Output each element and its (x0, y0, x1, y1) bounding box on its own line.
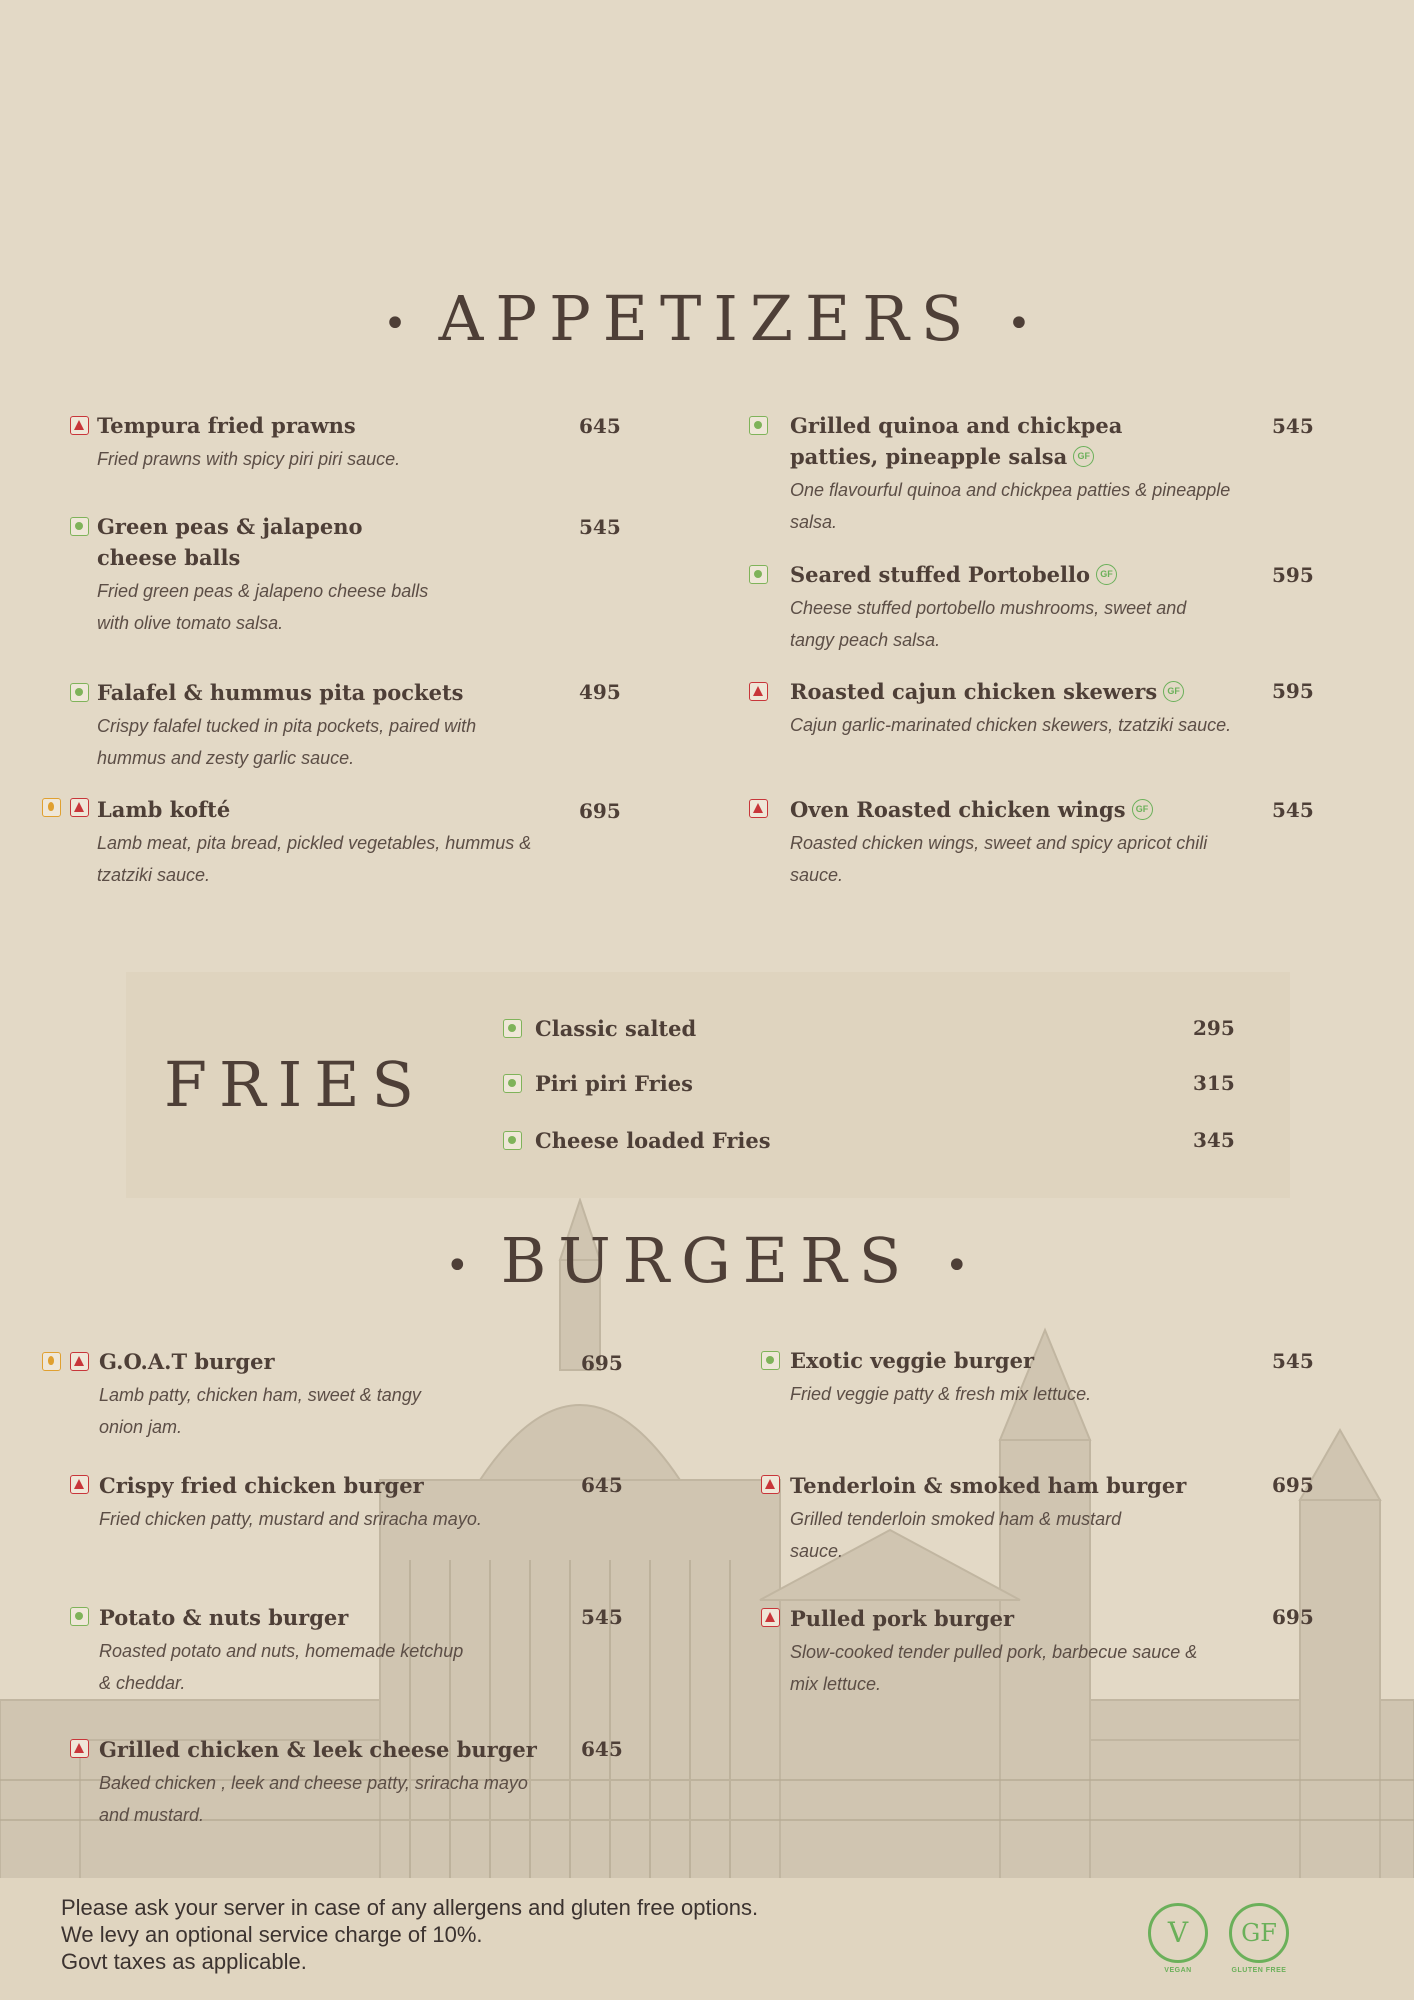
fries-title: FRIES (164, 1048, 426, 1121)
gluten-free-icon: GF (1132, 799, 1153, 820)
veg-icon (70, 683, 89, 702)
gluten-free-label: GLUTEN FREE (1231, 1967, 1287, 1974)
veg-icon (503, 1074, 522, 1093)
non-veg-icon (749, 682, 768, 701)
item-name: Tempura fried prawns (97, 413, 356, 438)
menu-item (790, 559, 1230, 656)
menu-item (99, 1470, 519, 1535)
item-description: Grilled tenderloin smoked ham & mustard sauce. (790, 1509, 1122, 1561)
item-name: Crispy fried chicken burger (99, 1473, 424, 1498)
egg-icon (42, 1352, 61, 1371)
appetizers-title: APPETIZERS (438, 282, 976, 355)
item-price: 695 (581, 1351, 623, 1375)
item-description: Roasted chicken wings, sweet and spicy apricot chili sauce. (790, 833, 1208, 885)
fries-item-price: 295 (1193, 1016, 1235, 1040)
menu-item (790, 794, 1240, 891)
veg-icon (749, 565, 768, 584)
veg-icon (503, 1019, 522, 1038)
menu-item (99, 1734, 559, 1831)
menu-item (99, 1346, 429, 1443)
menu-item (790, 1603, 1210, 1700)
item-price: 595 (1272, 563, 1314, 587)
service-charge-note: We levy an optional service charge of 10%. (61, 1922, 483, 1947)
item-description: Crispy falafel tucked in pita pockets, paired with hummus and zesty garlic sauce. (97, 716, 477, 768)
item-name: Exotic veggie burger (790, 1348, 1035, 1373)
burgers-title: BURGERS (500, 1224, 914, 1297)
item-name-text: Oven Roasted chicken wings (790, 797, 1126, 822)
item-price: 545 (581, 1605, 623, 1629)
item-price: 545 (1272, 414, 1314, 438)
item-description: Fried prawns with spicy piri piri sauce. (97, 449, 401, 469)
gluten-free-icon: GF (1163, 681, 1184, 702)
item-price: 645 (579, 414, 621, 438)
veg-icon (761, 1351, 780, 1370)
fries-item-price: 315 (1193, 1071, 1235, 1095)
gluten-free-icon: GF (1073, 446, 1094, 467)
menu-item (97, 677, 527, 774)
gluten-free-badge-icon: GF (1229, 1903, 1289, 1963)
item-description: Roasted potato and nuts, homemade ketchup & cheddar. (99, 1641, 464, 1693)
menu-item (97, 511, 437, 639)
menu-item (97, 794, 557, 891)
item-price: 495 (579, 680, 621, 704)
menu-item (790, 1470, 1187, 1567)
non-veg-icon (70, 1475, 89, 1494)
fries-item-price: 345 (1193, 1128, 1235, 1152)
item-price: 695 (1272, 1605, 1314, 1629)
item-price: 545 (1272, 798, 1314, 822)
item-name: Tenderloin & smoked ham burger (790, 1473, 1187, 1498)
item-description: Baked chicken , leek and cheese patty, sriracha mayo and mustard. (99, 1773, 528, 1825)
appetizers-heading: • APPETIZERS • (383, 282, 1031, 355)
item-name: Grilled chicken & leek cheese burger (99, 1737, 537, 1762)
item-name-text: Seared stuffed Portobello (790, 562, 1090, 587)
item-name (790, 410, 1210, 472)
menu-item (99, 1602, 479, 1699)
burgers-heading: • BURGERS • (445, 1224, 969, 1297)
item-name: Potato & nuts burger (99, 1605, 349, 1630)
fries-item-name: Cheese loaded Fries (535, 1128, 771, 1153)
item-description: Cajun garlic-marinated chicken skewers, tzatziki sauce. (790, 715, 1232, 735)
item-description: Lamb patty, chicken ham, sweet & tangy onion jam. (99, 1385, 421, 1437)
non-veg-icon (70, 798, 89, 817)
item-name: Green peas & jalapeno cheese balls (97, 514, 363, 570)
item-name: G.O.A.T burger (99, 1349, 275, 1374)
non-veg-icon (70, 1739, 89, 1758)
veg-icon (70, 1607, 89, 1626)
veg-icon (749, 416, 768, 435)
item-price: 545 (1272, 1349, 1314, 1373)
non-veg-icon (70, 416, 89, 435)
item-description: Slow-cooked tender pulled pork, barbecue sauce & mix lettuce. (790, 1642, 1198, 1694)
veg-icon (503, 1131, 522, 1150)
tax-note: Govt taxes as applicable. (61, 1949, 307, 1974)
non-veg-icon (761, 1608, 780, 1627)
non-veg-icon (761, 1475, 780, 1494)
item-price: 695 (1272, 1473, 1314, 1497)
menu-item (790, 676, 1260, 741)
item-description: Fried chicken patty, mustard and sriracha mayo. (99, 1509, 482, 1529)
veg-icon (70, 517, 89, 536)
item-description: One flavourful quinoa and chickpea patties & pineapple salsa. (790, 480, 1231, 532)
menu-item (790, 410, 1250, 538)
item-name: Pulled pork burger (790, 1606, 1015, 1631)
non-veg-icon (70, 1352, 89, 1371)
item-name-text: Roasted cajun chicken skewers (790, 679, 1158, 704)
menu-item (97, 410, 557, 475)
item-price: 645 (581, 1473, 623, 1497)
vegan-label: VEGAN (1164, 1967, 1192, 1974)
item-price: 645 (581, 1737, 623, 1761)
item-price: 695 (579, 799, 621, 823)
item-name (790, 676, 1260, 707)
fries-item-name: Classic salted (535, 1016, 697, 1041)
menu-item (790, 1345, 1210, 1410)
allergen-note: Please ask your server in case of any allergens and gluten free options. (61, 1895, 759, 1920)
item-price: 595 (1272, 679, 1314, 703)
item-description: Fried green peas & jalapeno cheese balls with olive tomato salsa. (97, 581, 429, 633)
item-name-text: Grilled quinoa and chickpea patties, pineapple salsa (790, 413, 1123, 469)
item-name: Lamb kofté (97, 797, 231, 822)
item-description: Lamb meat, pita bread, pickled vegetables, hummus & tzatziki sauce. (97, 833, 532, 885)
fries-item-name: Piri piri Fries (535, 1071, 693, 1096)
item-name (790, 559, 1230, 590)
item-description: Fried veggie patty & fresh mix lettuce. (790, 1384, 1092, 1404)
item-price: 545 (579, 515, 621, 539)
egg-icon (42, 798, 61, 817)
vegan-badge-icon: V (1148, 1903, 1208, 1963)
non-veg-icon (749, 799, 768, 818)
item-name (790, 794, 1240, 825)
item-name: Falafel & hummus pita pockets (97, 680, 464, 705)
gluten-free-icon: GF (1096, 564, 1117, 585)
item-description: Cheese stuffed portobello mushrooms, sweet and tangy peach salsa. (790, 598, 1187, 650)
